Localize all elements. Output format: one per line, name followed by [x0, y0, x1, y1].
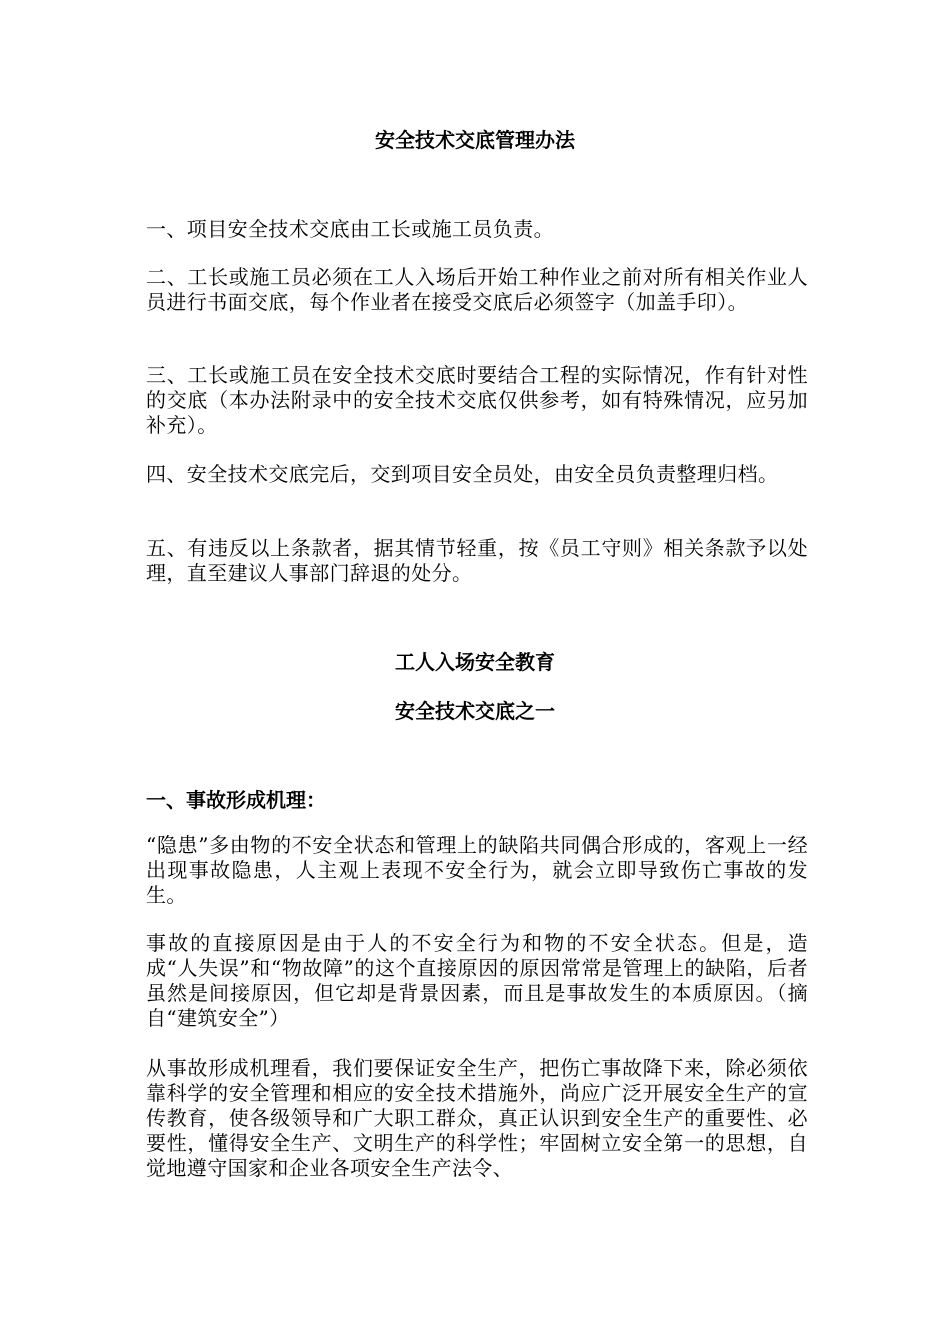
rule-paragraph-1: 一、项目安全技术交底由工长或施工员负责。	[146, 217, 554, 241]
rule-paragraph-4: 四、安全技术交底完后，交到项目安全员处，由安全员负责整理归档。	[146, 462, 779, 486]
body-paragraph-3: 从事故形成机理看，我们要保证安全生产，把伤亡事故降下来，除必须依靠科学的安全管理和相应的安全技术措施外，尚应广泛开展安全生产的宣传教育，使各级领导和广大职工群众，真正认识到安全生产的重要性、必要性，懂得安全生产、文明生产的科学性；牢固树立安全第一的思想，自觉地遵守国家和企业各项安全生产法令、	[146, 1056, 808, 1180]
section-title: 工人入场安全教育	[395, 650, 555, 674]
rule-paragraph-2: 二、工长或施工员必须在工人入场后开始工种作业之前对所有相关作业人员进行书面交底，每个作业者在接受交底后必须签字（加盖手印）。	[146, 265, 808, 314]
rule-paragraph-3: 三、工长或施工员在安全技术交底时要结合工程的实际情况，作有针对性的交底（本办法附录中的安全技术交底仅供参考，如有特殊情况，应另加补充）。	[146, 363, 808, 437]
body-paragraph-2: 事故的直接原因是由于人的不安全行为和物的不安全状态。但是，造成“人失误”和“物故障”的这个直接原因的原因常常是管理上的缺陷，后者虽然是间接原因，但它却是背景因素，而且是事故发生的本质原因。（摘自“建筑安全”）	[146, 931, 808, 1030]
section-subtitle: 安全技术交底之一	[395, 699, 555, 723]
section-heading: 一、事故形成机理：	[146, 788, 326, 812]
document-title: 安全技术交底管理办法	[375, 128, 575, 152]
body-paragraph-1: “隐患”多由物的不安全状态和管理上的缺陷共同偶合形成的，客观上一经出现事故隐患，人主观上表现不安全行为，就会立即导致伤亡事故的发生。	[146, 833, 808, 907]
rule-paragraph-5: 五、有违反以上条款者，据其情节轻重，按《员工守则》相关条款予以处理，直至建议人事部门辞退的处分。	[146, 536, 808, 585]
